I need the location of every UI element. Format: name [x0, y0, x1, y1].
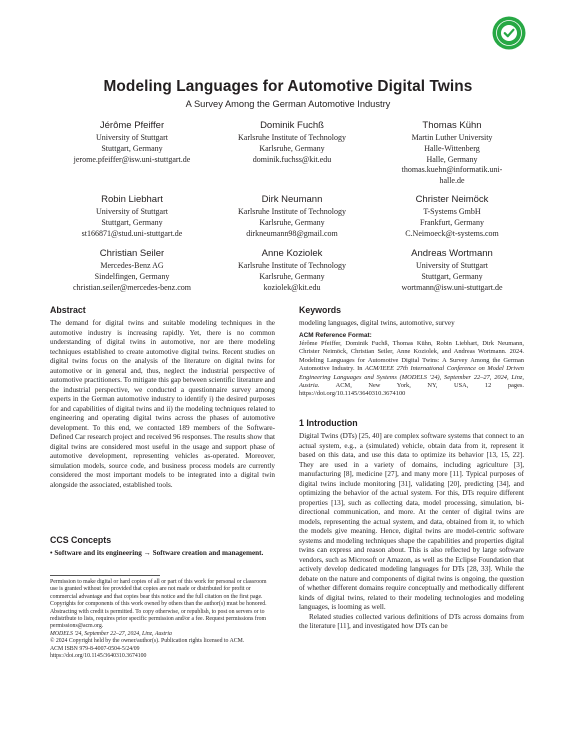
acm-reference-tail: ACM, New York, NY, USA, 12 pages. https://doi.org/10.1145/3640310.3674100	[299, 382, 524, 398]
abstract-heading: Abstract	[50, 305, 86, 315]
author-card	[212, 120, 372, 194]
author-name: Dirk Neumann	[261, 194, 323, 205]
venue-line: MODELS '24, September 22–27, 2024, Linz, Austria	[50, 630, 172, 637]
author-email: wortmann@isw.uni-stuttgart.de	[401, 282, 503, 292]
author-affiliation: Karlsruhe Institute of Technology	[238, 207, 346, 216]
author-name: Robin Liebhart	[101, 194, 163, 205]
author-name: Jérôme Pfeiffer	[99, 120, 165, 131]
author-affiliation: Mercedes-Benz AG	[100, 261, 164, 270]
footnote-rule	[50, 575, 160, 576]
author-location: Stuttgart, Germany	[421, 271, 483, 281]
author-card	[52, 194, 212, 248]
author-name: Christer Neimöck	[415, 194, 489, 205]
acm-reference-authors: Jérôme Pfeiffer, Dominik Fuchß, Thomas Kühn, Robin Liebhart, Dirk Neumann, Christer Neimöck, Christian Seiler, Anne Koziolek, and Andreas Wortmann. 2024. Modeling Languages for Automotive Digital Twins: A Survey Among the German Automotive Industry. In	[299, 340, 524, 373]
introduction-heading: 1 Introduction	[299, 418, 358, 428]
author-affiliation: Martin Luther University	[411, 133, 493, 142]
keywords-section	[299, 305, 524, 329]
ccs-section	[50, 535, 275, 559]
author-location: Stuttgart, Germany	[101, 217, 163, 227]
author-row	[52, 194, 532, 248]
author-name: Christian Seiler	[99, 248, 165, 259]
acm-reference-heading: ACM Reference Format:	[299, 332, 372, 339]
author-location: Halle, Germany	[426, 154, 478, 164]
author-card	[52, 120, 212, 194]
author-location: Karlsruhe, Germany	[259, 143, 325, 153]
acm-artifact-badge-icon	[492, 16, 526, 50]
author-affiliation: T-Systems GmbH	[423, 207, 481, 216]
acm-reference-text	[299, 340, 524, 399]
paper-subtitle: A Survey Among the German Automotive Industry	[185, 99, 391, 109]
ccs-heading: CCS Concepts	[50, 535, 112, 545]
copyright-line: © 2024 Copyright held by the owner/author(s). Publication rights licensed to ACM.	[50, 638, 245, 645]
author-name: Anne Koziolek	[261, 248, 323, 259]
author-location: Stuttgart, Germany	[101, 143, 163, 153]
author-card	[372, 248, 532, 302]
author-name: Thomas Kühn	[422, 120, 482, 131]
author-location: Karlsruhe, Germany	[259, 217, 325, 227]
author-email: st166871@stud.uni-stuttgart.de	[81, 228, 183, 238]
introduction-section	[299, 418, 524, 632]
author-email: thomas.kuehn@informatik.uni-	[401, 165, 503, 175]
author-email: dominik.fuchss@kit.edu	[252, 154, 332, 164]
keywords-text: modeling languages, digital twins, automotive, survey	[299, 319, 455, 327]
author-name: Andreas Wortmann	[411, 248, 493, 259]
abstract-text: The demand for digital twins and suitable modeling techniques in the automotive industry is increasing rapidly. Yet, there is no common understanding of digital twins in automotive, nor are there modeling techniques established to create automotive digital twins. Recent studies on digital twins focus on the analysis of the literature on digital twins for automotive or in general and, thus, neglect the industrial perspective of automotive practitioners. To mitigate this gap between scientific literature and the industrial perspective, we conducted a questionnaire survey among experts in the German automotive industry to identify i) the desired purposes for and capabilities of digital twins and ii) the modeling techniques related to engineering and operating digital twins across the phases of automotive development. To this end, we contacted 189 members of the Software-Defined Car research project and received 96 responses. The results show that digital twins are considered most useful in the usage and support phase of automotive development, representing vehicles as-operated. Moreover, simulation models, source code, and business process models are currently considered the most important models to be integrated into a digital twin alongside the associated, established tools.	[50, 319, 275, 489]
permission-text: Permission to make digital or hard copies of all or part of this work for personal or classroom use is granted without fee provided that copies are not made or distributed for profit or commercial advantage and that copies bear this notice and the full citation on the first page. Copyrights for components of this work owned by others than the author(s) must be honored. Abstracting with credit is permitted. To copy otherwise, or republish, to post on servers or to redistribute to lists, requires prior specific permission and/or a fee. Request permissions from permissions@acm.org.	[50, 579, 267, 630]
author-affiliation: University of Stuttgart	[96, 207, 168, 216]
permission-block	[50, 575, 275, 660]
author-email-line2: halle.de	[439, 176, 465, 186]
author-email: christian.seiler@mercedes-benz.com	[73, 282, 191, 292]
abstract-section	[50, 305, 275, 490]
author-location: Sindelfingen, Germany	[94, 271, 170, 281]
author-row	[52, 248, 532, 302]
author-card	[372, 194, 532, 248]
author-affiliation-line2: Halle-Wittenberg	[424, 143, 480, 153]
author-location: Frankfurt, Germany	[420, 217, 484, 227]
author-email: C.Neimoeck@t-systems.com	[405, 228, 499, 238]
introduction-paragraph: Related studies collected various definitions of DTs across domains from the literature [11], and investigated how DTs can be	[299, 612, 524, 630]
ccs-text: • Software and its engineering → Software creation and management.	[50, 549, 264, 557]
author-location: Karlsruhe, Germany	[259, 271, 325, 281]
author-affiliation: Karlsruhe Institute of Technology	[238, 133, 346, 142]
author-affiliation: Karlsruhe Institute of Technology	[238, 261, 346, 270]
author-row	[52, 120, 532, 194]
author-card	[212, 248, 372, 302]
author-email: koziolek@kit.edu	[263, 282, 321, 292]
acm-reference-venue: ACM/IEEE 27th International Conference on Model Driven Engineering Languages and Systems (MODELS '24), September 22–27, 2024, Linz, Austria.	[299, 365, 524, 390]
author-affiliation: University of Stuttgart	[96, 133, 168, 142]
author-block	[52, 120, 532, 302]
isbn-line: ACM ISBN 979-8-4007-0504-5/24/09	[50, 645, 140, 652]
author-affiliation: University of Stuttgart	[416, 261, 488, 270]
author-email: jerome.pfeiffer@isw.uni-stuttgart.de	[73, 154, 191, 164]
author-card	[372, 120, 532, 194]
author-card	[212, 194, 372, 248]
keywords-heading: Keywords	[299, 305, 342, 315]
author-card	[52, 248, 212, 302]
author-email: dirkneumann98@gmail.com	[246, 228, 338, 238]
paper-title: Modeling Languages for Automotive Digital Twins	[103, 78, 473, 95]
acm-reference-section	[299, 332, 524, 399]
author-name: Dominik Fuchß	[260, 120, 324, 131]
introduction-paragraph: Digital Twins (DTs) [25, 40] are complex software systems that connect to an actual system, e.g., a (simulated) vehicle, obtain data from it, represent it based on this data, and use this data to optimize its behavior [13, 15, 22]. They are used in a variety of domains, including agriculture [3], manufacturing [8], medicine [27], and many more [11]. Typical purposes of digital twins include monitoring [31], validating [20], predicting [34], and optimizing the behavior of the actual system. For this, DTs require different properties [13], such as collecting data, model processing, simulation, bi-directional communication, and more. At the center of digital twins are models, representing the actual system, and data, obtained from it, to which the models give meaning. Hence, digital twins are model-centric software systems and modeling techniques shape the capabilities and properties digital twins can express and reason about. This is also reflected by large software vendors, such as Microsoft or Amazon, as well as the Eclipse Foundation that actively develop dedicated modeling languages for DTs [28, 33]. While the debate on the nature and components of digital twins is ongoing, the question of whether different domains require conceptually and methodically different kinds of digital twins, related to their modeling technologies and modeling languages, is looming as well.	[299, 432, 524, 611]
doi-line: https://doi.org/10.1145/3640310.3674100	[50, 653, 147, 660]
